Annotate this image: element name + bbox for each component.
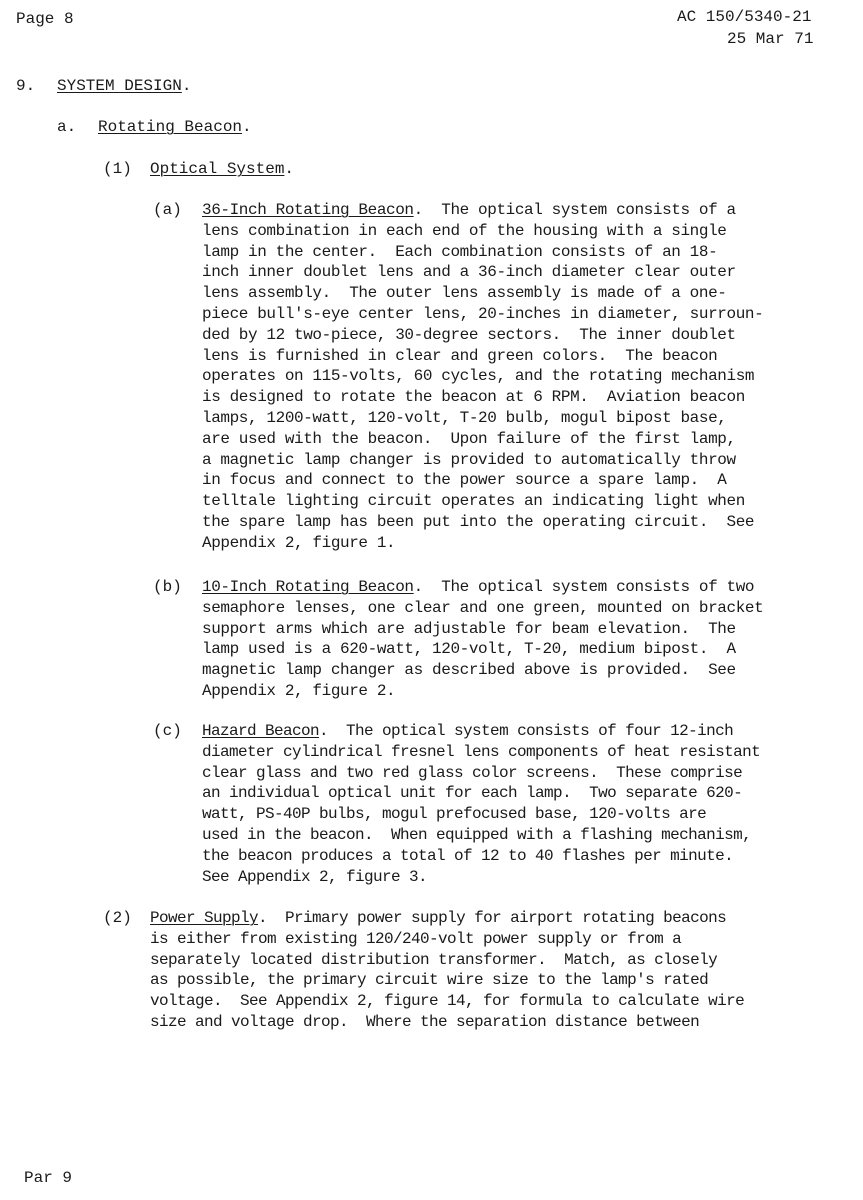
item-b-paragraph [202, 577, 763, 702]
item-1-title: Optical System [150, 160, 285, 178]
item-a-line: ded by 12 two-piece, 30-degree sectors. The inner doublet [202, 325, 736, 344]
document-id: AC 150/5340-21 [677, 8, 812, 26]
paragraph-reference: Par 9 [24, 1169, 73, 1187]
item-2-title: Power Supply [150, 909, 259, 927]
item-a-line: Appendix 2, figure 1. [202, 533, 396, 552]
item-b-title: 10-Inch Rotating Beacon [202, 578, 414, 596]
item-c-line: the beacon produces a total of 12 to 40 flashes per minute. [202, 846, 734, 865]
page-number: Page 8 [16, 10, 74, 28]
item-a-line: lens assembly. The outer lens assembly is made of a one- [202, 284, 727, 303]
item-2-line: size and voltage drop. Where the separation distance between [150, 1012, 700, 1031]
item-c-line: used in the beacon. When equipped with a flashing mechanism, [202, 825, 752, 844]
item-c-paragraph [202, 721, 760, 887]
item-a-line: piece bull's-eye center lens, 20-inches in diameter, surroun- [202, 304, 764, 323]
item-b-line: lamp used is a 620-watt, 120-volt, T-20, medium bipost. A [202, 640, 736, 659]
item-b-line: support arms which are adjustable for beam elevation. The [202, 619, 736, 638]
item-b-label: (b) [153, 578, 182, 596]
item-b-line: Appendix 2, figure 2. [202, 681, 396, 700]
item-c-line: See Appendix 2, figure 3. [202, 867, 428, 886]
subsection-label: a. [57, 118, 77, 136]
item-a-line: telltale lighting circuit operates an indicating light when [202, 492, 745, 511]
item-c-line: clear glass and two red glass color screens. These comprise [202, 763, 743, 782]
item-1-label: (1) [103, 160, 132, 178]
item-1-heading: Optical System. [150, 160, 295, 178]
item-a-title: 36-Inch Rotating Beacon [202, 201, 414, 219]
item-a-paragraph [202, 200, 763, 554]
section-title: SYSTEM DESIGN [57, 77, 182, 95]
item-2-line: Power Supply. Primary power supply for airport rotating beacons [150, 909, 727, 927]
item-a-line: operates on 115-volts, 60 cycles, and the rotating mechanism [202, 367, 755, 386]
item-a-line: inch inner doublet lens and a 36-inch diameter clear outer [202, 263, 736, 282]
item-a-line: is designed to rotate the beacon at 6 RPM. Aviation beacon [202, 388, 745, 407]
item-a-line: lamps, 1200-watt, 120-volt, T-20 bulb, mogul bipost base, [202, 408, 727, 427]
item-2-paragraph [150, 908, 744, 1033]
item-2-label: (2) [103, 909, 132, 927]
item-b-line: magnetic lamp changer as described above is provided. See [202, 661, 736, 680]
section-heading: SYSTEM DESIGN. [57, 77, 192, 95]
item-2-line: as possible, the primary circuit wire size to the lamp's rated [150, 971, 709, 990]
section-number: 9. [16, 77, 36, 95]
item-c-line: watt, PS-40P bulbs, mogul prefocused base, 120-volts are [202, 805, 707, 824]
item-a-line: in focus and connect to the power source a spare lamp. A [202, 471, 727, 490]
item-a-line: a magnetic lamp changer is provided to automatically throw [202, 450, 736, 469]
item-c-title: Hazard Beacon [202, 722, 320, 740]
item-a-line: lamp in the center. Each combination consists of an 18- [202, 242, 718, 261]
item-b-line: 10-Inch Rotating Beacon. The optical system consists of two [202, 578, 755, 596]
item-c-line: Hazard Beacon. The optical system consists of four 12-inch [202, 722, 734, 740]
item-c-line: an individual optical unit for each lamp. Two separate 620- [202, 784, 743, 803]
item-c-label: (c) [153, 722, 182, 740]
item-a-line: 36-Inch Rotating Beacon. The optical system consists of a [202, 201, 736, 219]
item-a-label: (a) [153, 201, 182, 219]
item-a-line: lens is furnished in clear and green colors. The beacon [202, 346, 718, 365]
item-2-line: separately located distribution transformer. Match, as closely [150, 950, 718, 969]
document-date: 25 Mar 71 [727, 30, 814, 48]
subsection-heading: Rotating Beacon. [98, 118, 252, 136]
item-a-line: the spare lamp has been put into the operating circuit. See [202, 512, 755, 531]
item-c-line: diameter cylindrical fresnel lens components of heat resistant [202, 742, 761, 761]
item-b-line: semaphore lenses, one clear and one green, mounted on bracket [202, 598, 764, 617]
subsection-title: Rotating Beacon [98, 118, 243, 136]
item-a-line: are used with the beacon. Upon failure of the first lamp, [202, 429, 736, 448]
item-a-line: lens combination in each end of the housing with a single [202, 221, 727, 240]
item-2-line: is either from existing 120/240-volt power supply or from a [150, 929, 682, 948]
item-2-line: voltage. See Appendix 2, figure 14, for formula to calculate wire [150, 992, 745, 1011]
